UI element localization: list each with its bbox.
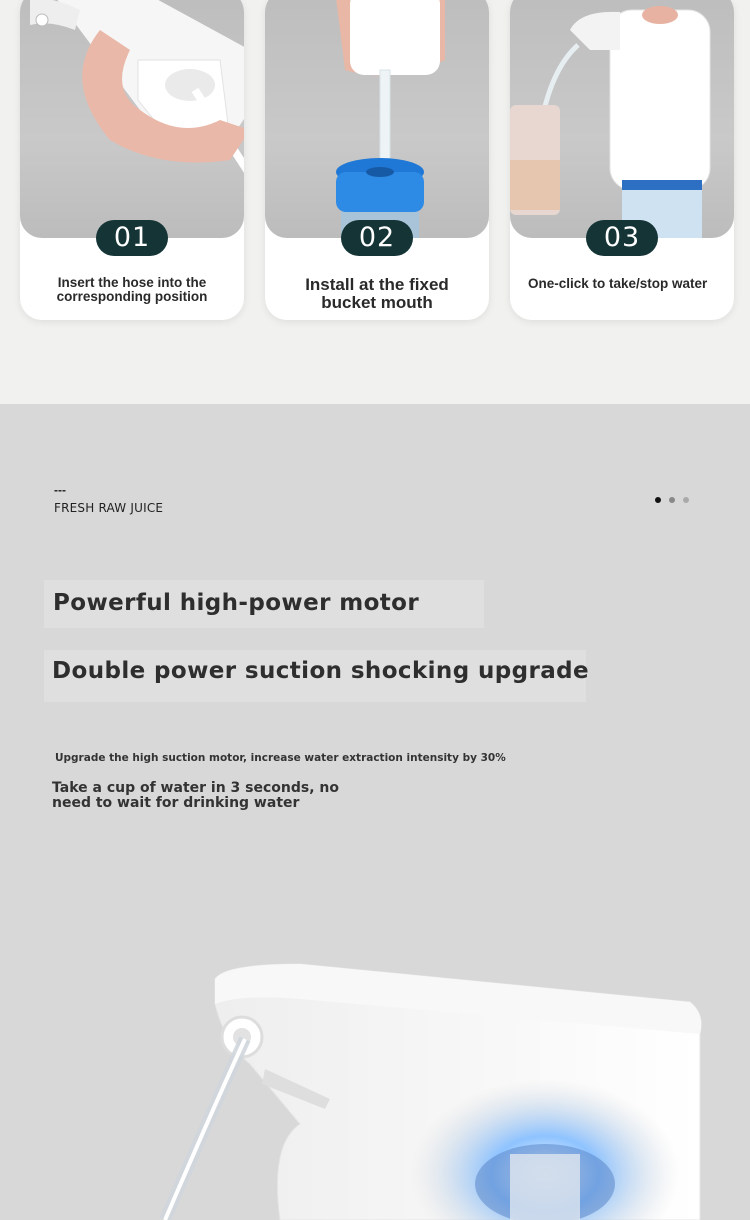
step-3-photo: [510, 0, 734, 238]
eyebrow-label: FRESH RAW JUICE: [54, 501, 164, 515]
step-1-photo: [20, 0, 244, 238]
step-card-1: [20, 0, 244, 320]
step-2-photo: [265, 0, 489, 238]
sub-text: Take a cup of water in 3 seconds, no need to wait for drinking water: [52, 780, 340, 811]
carousel-dot-3[interactable]: [683, 497, 689, 503]
step-3-caption: One-click to take/stop water: [528, 276, 708, 291]
carousel-dot-2[interactable]: [669, 497, 675, 503]
step-1-caption: Insert the hose into the corresponding position: [56, 275, 208, 304]
step-3-badge: 03: [586, 220, 658, 256]
step-card-2: [265, 0, 489, 320]
step-2-badge: 02: [341, 220, 413, 256]
eyebrow-dash: ---: [54, 483, 66, 497]
steps-section: [0, 0, 750, 404]
dispenser-product-image: [0, 944, 750, 1220]
headline-secondary: Double power suction shocking upgrade: [52, 658, 589, 684]
step-2-caption: Install at the fixed bucket mouth: [305, 275, 449, 312]
step-card-3: [510, 0, 734, 320]
headline-primary: Powerful high-power motor: [53, 590, 420, 616]
detail-text: Upgrade the high suction motor, increase water extraction intensity by 30%: [55, 752, 506, 764]
carousel-dots: [655, 490, 697, 508]
carousel-dot-1[interactable]: [655, 497, 661, 503]
feature-section: [0, 404, 750, 1220]
step-1-badge: 01: [96, 220, 168, 256]
